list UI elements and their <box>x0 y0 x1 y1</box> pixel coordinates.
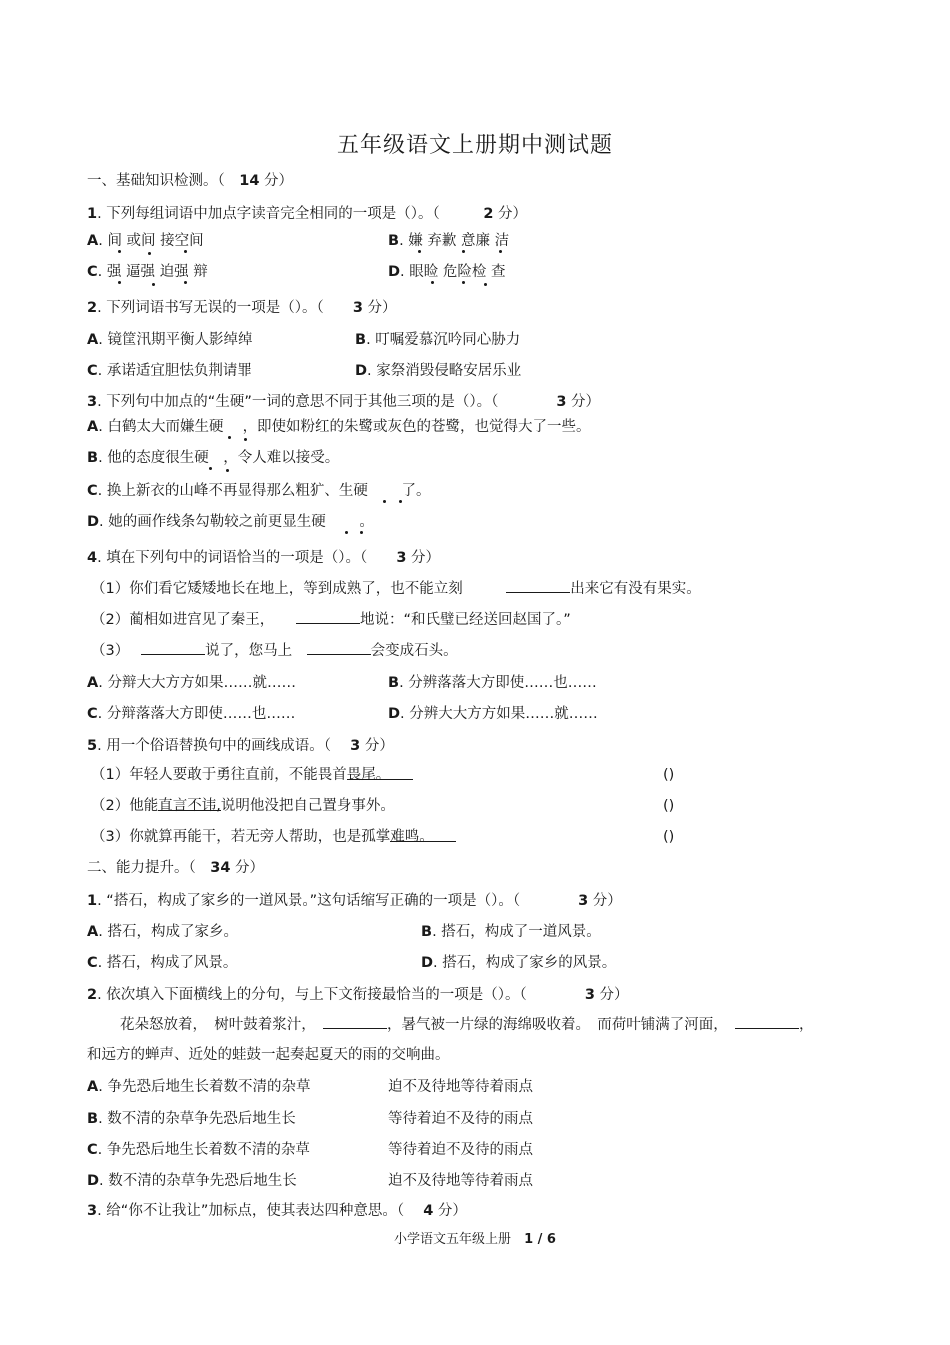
answer-blank <box>735 1014 799 1029</box>
q1-option-a: A. 间 或间 接空间 <box>87 233 204 249</box>
q3-option-b: B. 他的态度很生硬 ，令人难以接受。 <box>87 450 340 466</box>
q3-option-a: A. 白鹤太大而嫌生硬 ，即使如粉红的朱鹭或灰色的苍鹭，也觉得大了一些。 <box>87 419 591 435</box>
p2-option-b-part2: 等待着迫不及待的雨点 <box>388 1111 533 1127</box>
section-heading-1: 一、基础知识检测。（ 14 分） <box>87 173 294 189</box>
q1-option-c: C. 强 逼强 迫强 辩 <box>87 264 208 280</box>
q4-sentence-1: （1）你们看它矮矮地长在地上，等到成熟了，也不能立刻 出来它有没有果实。 <box>91 578 701 599</box>
q5-sentence-3: （3）你就算再能干，若无旁人帮助，也是孤掌难鸣。 <box>91 827 456 847</box>
p2-option-c: C. 争先恐后地生长着数不清的杂草 <box>87 1142 310 1158</box>
section-heading-2: 二、能力提升。（ 34 分） <box>87 860 265 876</box>
q3-option-d: D. 她的画作线条勾勒较之前更显生硬 。 <box>87 514 374 530</box>
p2-option-a-part2: 迫不及待地等待着雨点 <box>388 1079 533 1095</box>
q5-answer-paren-1: () <box>663 767 675 783</box>
p1-option-b: B. 搭石，构成了一道风景。 <box>421 924 601 940</box>
q2-option-c: C. 承诺适宜胆怯负荆请罪 <box>87 363 252 379</box>
page-footer: 小学语文五年级上册 1 / 6 <box>394 1232 556 1247</box>
p2-option-d: D. 数不清的杂草争先恐后地生长 <box>87 1173 297 1189</box>
q4-sentence-3: （3） 说了，您马上 会变成石头。 <box>91 640 458 661</box>
q4-option-b: B. 分辨落落大方即使……也…… <box>388 675 597 691</box>
ability-question-3: 3. 给“你不让我让”加标点，使其表达四种意思。（ 4 分） <box>87 1203 467 1219</box>
q5-answer-paren-2: () <box>663 798 675 814</box>
question-2: 2. 下列词语书写无误的一项是（）。（ 3 分） <box>87 300 397 316</box>
q1-option-d: D. 眼睑 危险检 查 <box>388 264 506 280</box>
page-title: 五年级语文上册期中测试题 <box>336 133 613 158</box>
answer-blank <box>296 609 360 624</box>
p1-option-a: A. 搭石，构成了家乡。 <box>87 924 238 940</box>
q4-option-a: A. 分辩大大方方如果……就…… <box>87 675 296 691</box>
question-5: 5. 用一个俗语替换句中的画线成语。（ 3 分） <box>87 738 394 754</box>
p1-option-d: D. 搭石，构成了家乡的风景。 <box>421 955 617 971</box>
q3-option-c: C. 换上新衣的山峰不再显得那么粗犷、生硬 了。 <box>87 483 431 499</box>
q5-sentence-2: （2）他能直言不讳,说明他没把自己置身事外。 <box>91 798 395 814</box>
answer-blank <box>141 640 205 655</box>
q5-answer-paren-3: () <box>663 829 675 845</box>
p2-option-a: A. 争先恐后地生长着数不清的杂草 <box>87 1079 311 1095</box>
q4-option-c: C. 分辩落落大方即使……也…… <box>87 706 296 722</box>
q2-option-b: B. 叮嘱爱慕沉吟同心胁力 <box>355 332 521 348</box>
answer-blank <box>506 578 570 593</box>
ability-question-1: 1. “搭石，构成了家乡的一道风景。”这句话缩写正确的一项是（）。（ 3 分） <box>87 893 622 909</box>
answer-blank <box>307 640 371 655</box>
p2-passage-line-2: 和远方的蝉声、近处的蛙鼓一起奏起夏天的雨的交响曲。 <box>87 1047 450 1063</box>
p2-option-b: B. 数不清的杂草争先恐后地生长 <box>87 1111 296 1127</box>
p2-option-c-part2: 等待着迫不及待的雨点 <box>388 1142 533 1158</box>
question-1: 1. 下列每组词语中加点字读音完全相同的一项是（）。（ 2 分） <box>87 206 528 222</box>
answer-blank <box>323 1014 387 1029</box>
question-3: 3. 下列句中加点的“生硬”一词的意思不同于其他三项的是（）。（ 3 分） <box>87 394 601 410</box>
p2-passage-line-1: 花朵怒放着， 树叶鼓着浆汁， ，暑气被一片绿的海绵吸收着。 而荷叶铺满了河面， ， <box>120 1014 814 1035</box>
q4-sentence-2: （2）蔺相如进宫见了秦王， 地说：“和氏璧已经送回赵国了。” <box>91 609 571 630</box>
p1-option-c: C. 搭石，构成了风景。 <box>87 955 238 971</box>
question-4: 4. 填在下列句中的词语恰当的一项是（）。（ 3 分） <box>87 550 441 566</box>
q4-option-d: D. 分辨大大方方如果……就…… <box>388 706 598 722</box>
page-number: 1 / 6 <box>524 1232 556 1247</box>
q2-option-d: D. 家祭消毁侵略安居乐业 <box>355 363 522 379</box>
p2-option-d-part2: 迫不及待地等待着雨点 <box>388 1173 533 1189</box>
q2-option-a: A. 镜筐汛期平衡人影绰绰 <box>87 332 253 348</box>
q1-option-b: B. 嫌 弃歉 意廉 洁 <box>388 233 510 249</box>
ability-question-2: 2. 依次填入下面横线上的分句，与上下文衔接最恰当的一项是（）。（ 3 分） <box>87 987 629 1003</box>
q5-sentence-1: （1）年轻人要敢于勇往直前，不能畏首畏尾。 <box>91 765 413 785</box>
